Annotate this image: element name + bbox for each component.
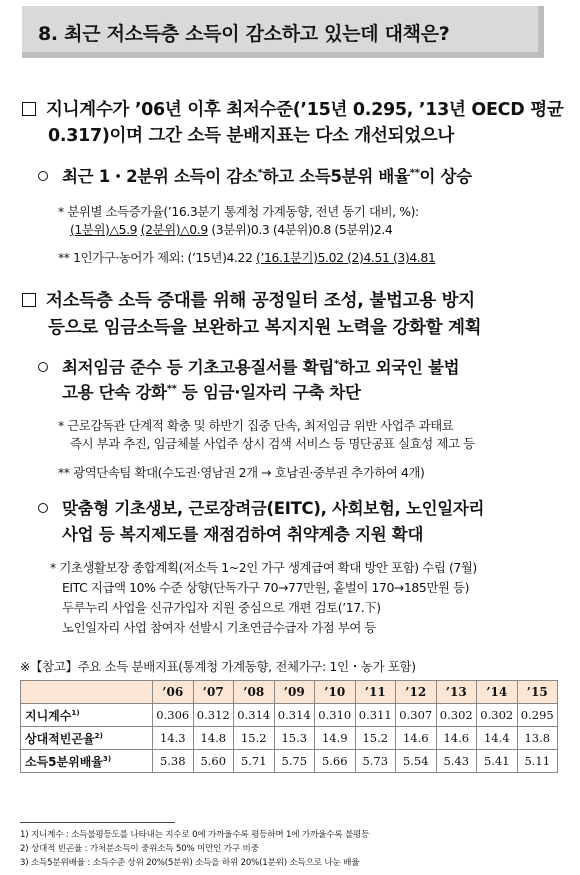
table-header-row xyxy=(21,681,558,704)
note-welfare-2: EITC 지급액 10% 수준 상향(단독가구 70→77만원, 홑벌이 170→185만원 등) xyxy=(62,580,470,595)
table-row xyxy=(21,750,558,773)
year-header: ’12 xyxy=(396,681,437,704)
table-cell: 5.38 xyxy=(153,750,194,773)
table-cell: 14.3 xyxy=(153,727,194,750)
year-header: ’13 xyxy=(436,681,477,704)
note-welfare-3: 두루누리 사업을 신규가입자 지원 중심으로 개편 검토(’17.下) xyxy=(62,600,381,615)
section1-text1: 지니계수가 ’06년 이후 최저수준(’15년 0.295, ’13년 OECD 평균 xyxy=(46,100,564,120)
table-cell: 0.307 xyxy=(396,704,437,727)
table-cell: 14.8 xyxy=(193,727,234,750)
distribution-table xyxy=(20,680,558,773)
table-cell: 14.9 xyxy=(315,727,356,750)
year-header: ’14 xyxy=(477,681,518,704)
table-row xyxy=(21,727,558,750)
table-cell: 14.6 xyxy=(396,727,437,750)
table-cell: 0.310 xyxy=(315,704,356,727)
row-label-poverty: 상대적빈곤율$^{2)}$ xyxy=(21,727,153,750)
section2-point1-line1: 최저임금 준수 등 기초고용질서를 확립*하고 외국인 불법 xyxy=(38,354,459,378)
section2-line2: 등으로 임금소득을 보완하고 복지지원 노력을 강화할 계획 xyxy=(48,318,482,338)
note-labor-inspection-2: 즉시 부과 추진, 임금체불 사업주 상시 검색 서비스 등 명단공표 실효성 제고 등 xyxy=(70,436,475,451)
footnote-divider xyxy=(20,822,175,823)
section2-point2-line2: 사업 등 복지제도를 재점검하여 취약계층 지원 확대 xyxy=(62,525,424,544)
note-welfare-4: 노인일자리 사업 참여자 선발시 기초연금수급자 가점 부여 등 xyxy=(62,620,377,635)
note-enforcement-team: ** 광역단속팀 확대(수도권·영남권 2개 → 호남권·중부권 추가하여 4개) xyxy=(58,465,425,480)
year-header: ’08 xyxy=(234,681,275,704)
table-cell: 0.302 xyxy=(477,704,518,727)
year-header: ’06 xyxy=(153,681,194,704)
note-quintile-growth-1: * 분위별 소득증가율(’16.3분기 통계청 가계동향, 전년 동기 대비, %): xyxy=(58,204,419,219)
table-cell: 5.75 xyxy=(274,750,315,773)
row-label-quintile-ratio: 소득5분위배율$^{3)}$ xyxy=(21,750,153,773)
table-cell: 0.295 xyxy=(517,704,558,727)
table-cell: 5.43 xyxy=(436,750,477,773)
table-cell: 0.314 xyxy=(274,704,315,727)
table-cell: 0.302 xyxy=(436,704,477,727)
table-cell: 13.8 xyxy=(517,727,558,750)
table-cell: 5.71 xyxy=(234,750,275,773)
table-cell: 5.73 xyxy=(355,750,396,773)
circle-bullet-icon xyxy=(38,503,48,513)
table-row xyxy=(21,704,558,727)
table-cell: 15.2 xyxy=(355,727,396,750)
table-cell: 5.11 xyxy=(517,750,558,773)
year-header: ’07 xyxy=(193,681,234,704)
note-quintile-growth-2: (1분위)△5.9 (2분위)△0.9 (3분위)0.3 (4분위)0.8 (5분위)2.4 xyxy=(70,222,393,237)
circle-bullet-icon xyxy=(38,362,48,372)
reference-title: ※【참고】주요 소득 분배지표(통계청 가계동향, 전체가구: 1인・농가 포함) xyxy=(20,659,416,674)
table-cell: 5.60 xyxy=(193,750,234,773)
square-bullet-icon xyxy=(22,102,36,116)
section2-point2-line1: 맞춤형 기초생보, 근로장려금(EITC), 사회보험, 노인일자리 xyxy=(38,495,484,519)
section1-point: 최근 1・2분위 소득이 감소*하고 소득5분위 배율**이 상승 xyxy=(38,163,472,187)
table-cell: 14.6 xyxy=(436,727,477,750)
page-title: 8. 최근 저소득층 소득이 감소하고 있는데 대책은? xyxy=(38,23,450,45)
table-cell: 0.306 xyxy=(153,704,194,727)
note-labor-inspection-1: * 근로감독관 단계적 확충 및 하반기 집중 단속, 최저임금 위반 사업주 과태료 xyxy=(58,418,454,433)
note-welfare-1: * 기초생활보장 종합계획(저소득 1~2인 가구 생계급여 확대 방안 포함) 수립 (7월) xyxy=(50,560,477,575)
section1-line1 xyxy=(22,96,563,121)
table-cell: 14.4 xyxy=(477,727,518,750)
table-cell: 0.311 xyxy=(355,704,396,727)
title-box xyxy=(22,6,544,58)
table-cell: 5.41 xyxy=(477,750,518,773)
table-cell: 5.66 xyxy=(315,750,356,773)
table-cell: 5.54 xyxy=(396,750,437,773)
table-cell: 15.3 xyxy=(274,727,315,750)
section2-point1-line2: 고용 단속 강화** 등 임금·일자리 구축 차단 xyxy=(62,383,361,402)
table-cell: 15.2 xyxy=(234,727,275,750)
table-cell: 0.314 xyxy=(234,704,275,727)
year-header: ’09 xyxy=(274,681,315,704)
table-corner xyxy=(21,681,153,704)
note-quintile-ratio: ** 1인가구·농어가 제외: (’15년)4.22 (’16.1분기)5.02 (2)4.51 (3)4.81 xyxy=(58,250,436,265)
section2-line1: 저소득층 소득 증대를 위해 공정일터 조성, 불법고용 방지 xyxy=(22,287,475,312)
section1-line2: 0.317)이며 그간 소득 분배지표는 다소 개선되었으나 xyxy=(48,126,455,146)
year-header: ’11 xyxy=(355,681,396,704)
table-cell: 0.312 xyxy=(193,704,234,727)
square-bullet-icon xyxy=(22,293,36,307)
footnote-3: 3) 소득5분위배율 : 소득수준 상위 20%(5분위) 소득을 하위 20%(1분위) 소득으로 나눈 배율 xyxy=(20,858,360,868)
footnote-2: 2) 상대적 빈곤율 : 가처분소득이 중위소득 50% 미만인 가구 비중 xyxy=(20,844,259,854)
row-label-gini: 지니계수$^{1)}$ xyxy=(21,704,153,727)
year-header: ’15 xyxy=(517,681,558,704)
year-header: ’10 xyxy=(315,681,356,704)
circle-bullet-icon xyxy=(38,171,48,181)
footnote-1: 1) 지니계수 : 소득불평등도를 나타내는 지수로 0에 가까울수록 평등하며 1에 가까울수록 불평등 xyxy=(20,830,370,840)
